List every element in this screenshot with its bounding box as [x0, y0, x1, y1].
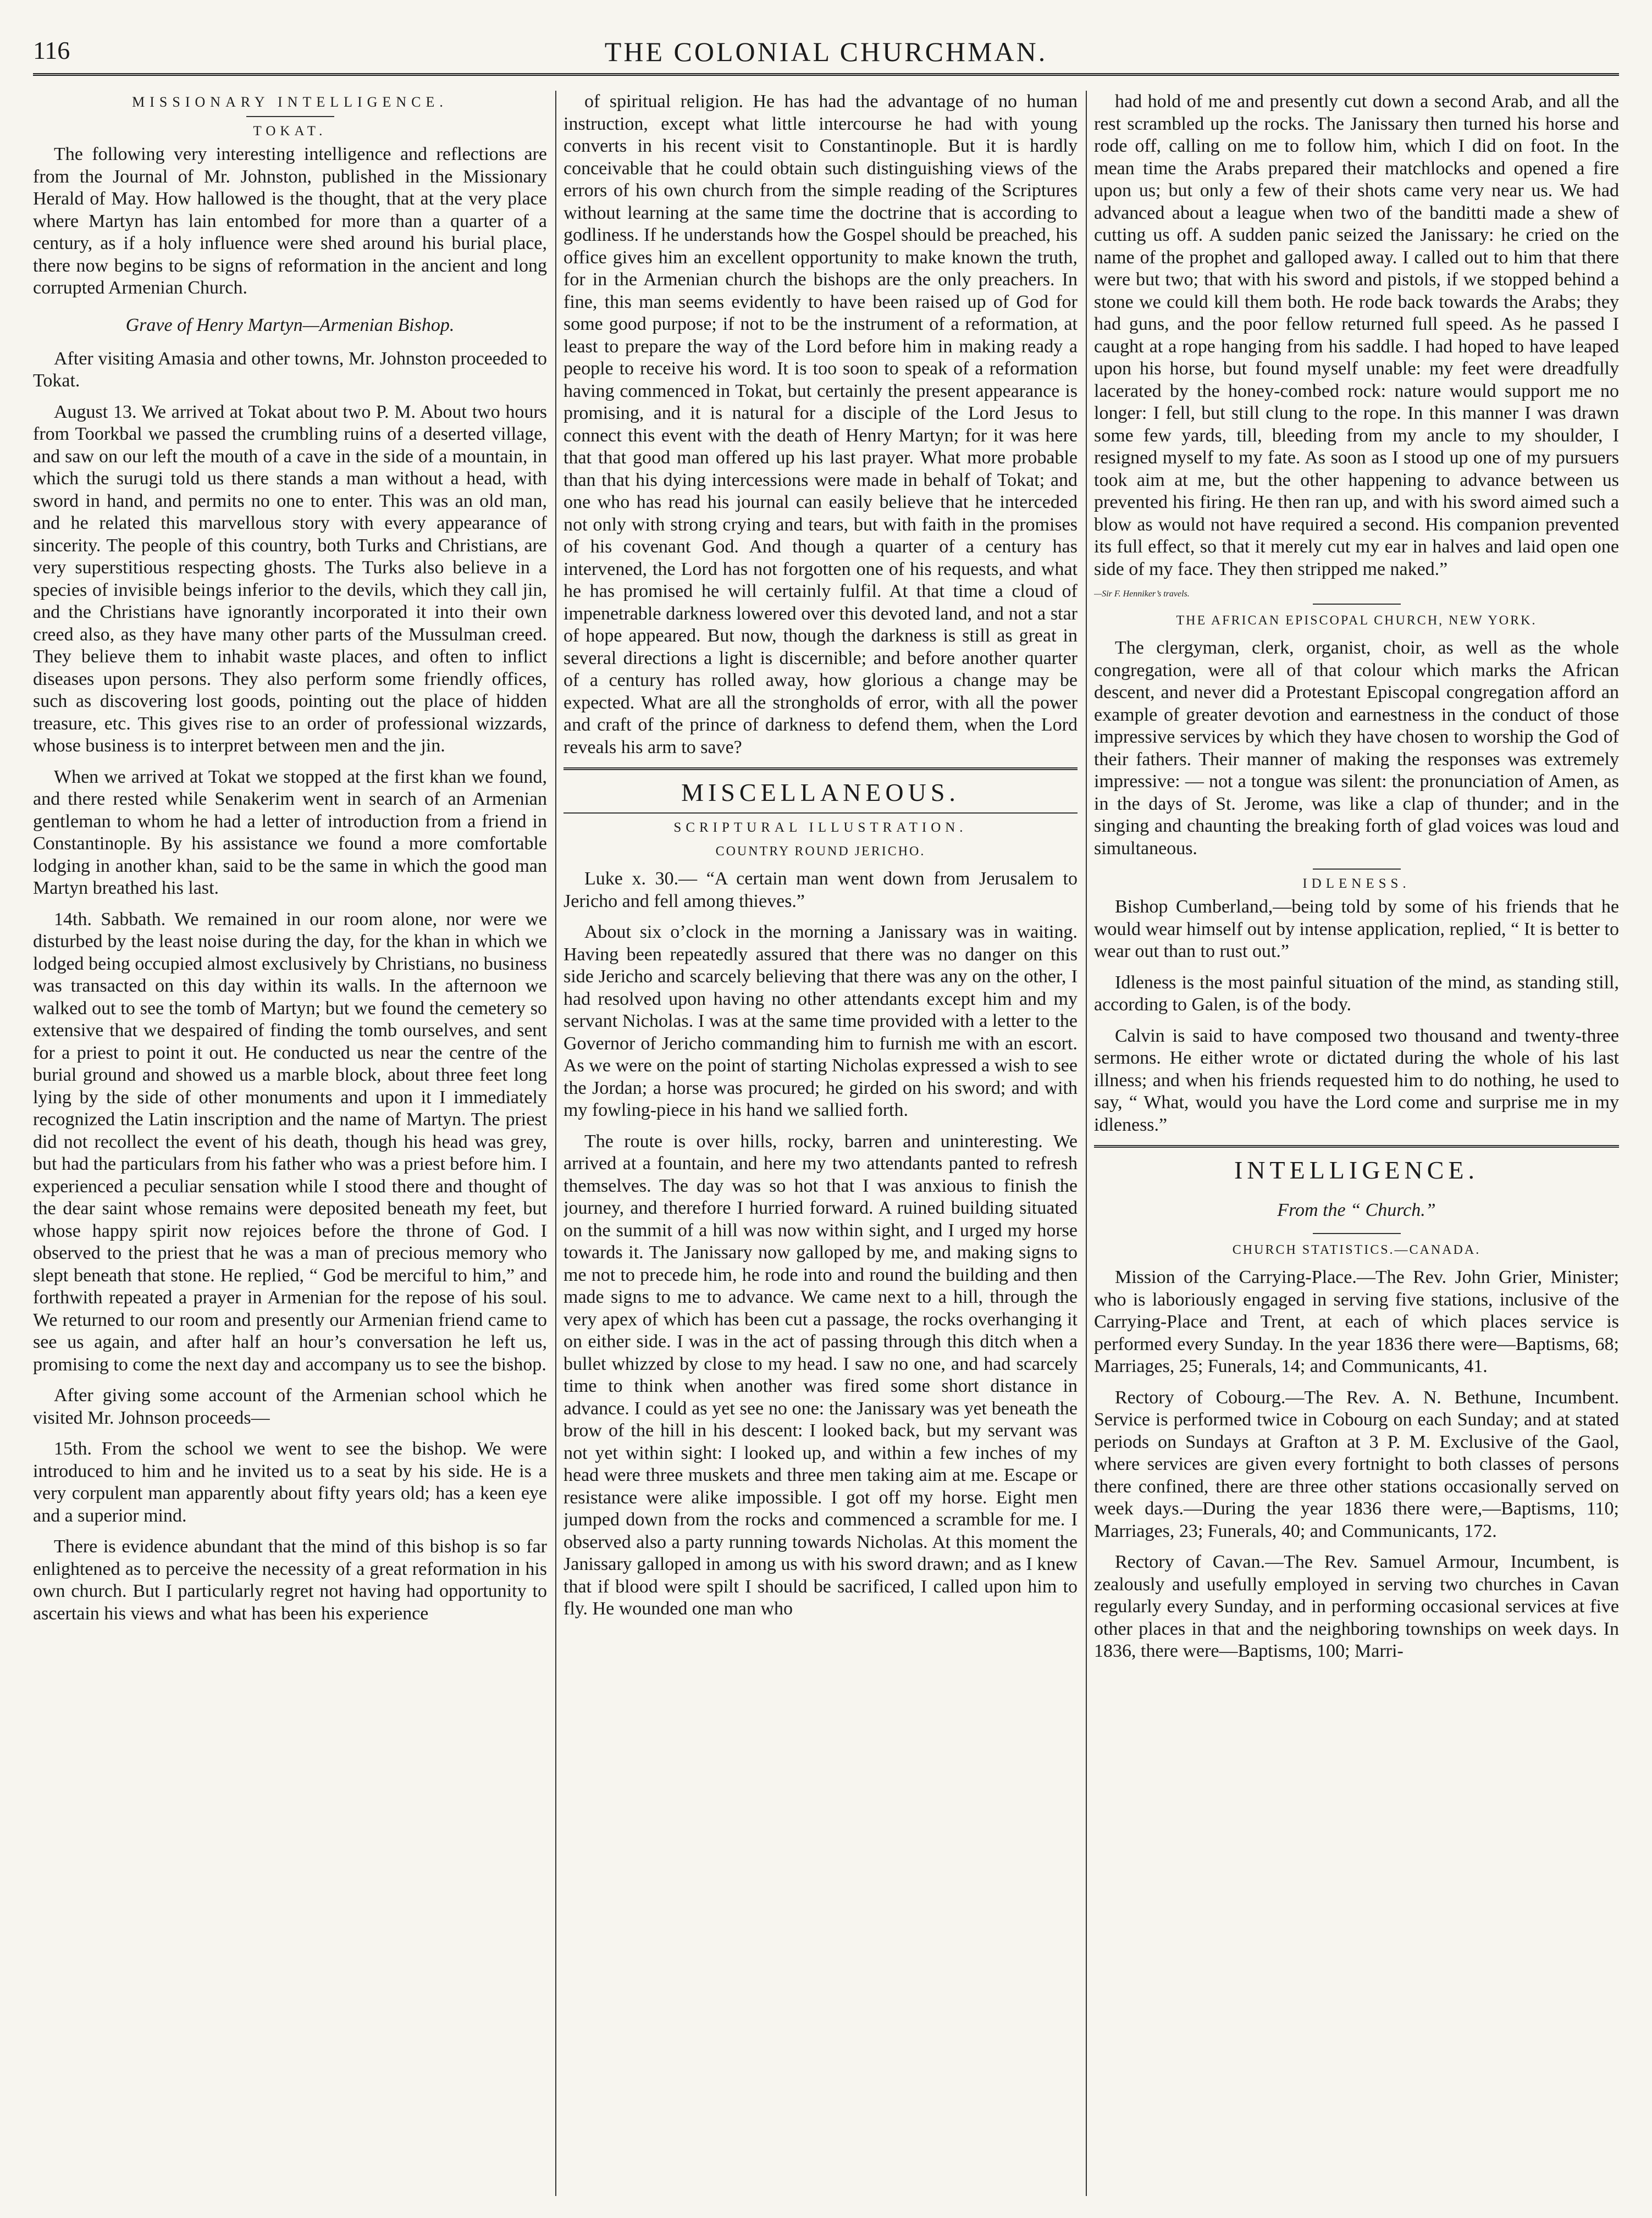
paragraph: Bishop Cumberland,—being told by some of his friends that he would wear himself out by intense application, replied, “ It is better to wear out than to rust out.”: [1094, 897, 1619, 961]
paragraph: After visiting Amasia and other towns, Mr. Johnston proceeded to Tokat.: [33, 348, 547, 391]
paragraph: 14th. Sabbath. We remained in our room alone, nor were we disturbed by the least noise during the day, for the khan in which we lodged being occupied almost exclusively by Christians, no business was transacted on this day within its walls. In the afternoon we walked out to see the tomb of Martyn; but we found the cemetery so extensive that we despaired of finding the tomb ourselves, and sent for a priest to point it out. He conducted us near the centre of the burial ground and showed us a marble block, about three feet long lying by the side of other monuments and upon it I immediately recognized the Latin inscription and the name of Martyn. The priest did not recollect the event of his death, though his head was grey, but had the particulars from his father who was a priest before him. I experienced a peculiar sensation while I stood there and thought of the dear saint whose remains were deposited beneath my feet, but whose happy spirit now rejoices before the throne of God. I observed to the priest that he was a man of precious memory who slept beneath that stone. He replied, “ God be merciful to him,” and forthwith repeated a prayer in Armenian for the repose of his soul. We returned to our room and presently our Armenian friend came to see us again, and after half an hour’s conversation he left us, promising to come the next day and accompany us to see the bishop.: [33, 909, 547, 1375]
paragraph: The route is over hills, rocky, barren and uninteresting. We arrived at a fountain, and here my two attendants panted to refresh themselves. The day was so hot that I was anxious to finish the journey, and therefore I hurried forward. A ruined building situated on the summit of a hill was now within sight, and I urged my horse towards it. The Janissary now galloped by me, and making signs to me not to precede him, he rode into and round the building and then made signs to me to advance. We came next to a hill, through the very apex of which has been cut a passage, the rocks overhanging it on either side. I was in the act of passing through this ditch when a bullet whizzed by close to my head. I saw no one, and had scarcely time to think when another was fired some short distance in advance. I could as yet see no one: the Janissary was yet beneath the brow of the hill in his descent: I looked back, but my servant was not yet within sight: I looked up, and within a few inches of my head were three muskets and three men taking aim at me. Escape or resistance were alike impossible. I got off my horse. Eight men jumped down from the rocks and commenced a scramble for me. I observed also a party running towards Nicholas. At this moment the Janissary galloped in among us with his sword drawn; and as I knew that if blood were spilt I should be sacrificed, I called upon him to fly. He wounded one man who: [563, 1131, 1078, 1619]
section-heading: INTELLIGENCE.: [1234, 1156, 1479, 1184]
article-subtitle: Grave of Henry Martyn—Armenian Bishop.: [125, 314, 455, 335]
paragraph: The clergyman, clerk, organist, choir, as well as the whole congregation, were all of that colour which marks the African descent, and never did a Protestant Episcopal congregation afford an example of greater devotion and earnestness in the conduct of those impressive services by which they have chosen to worship the God of their fathers. Their manner of making the responses was extremely impressive: — not a tongue was silent: the pronunciation of Amen, as in the days of St. Jerome, was like a clap of thunder; and in the singing and chaunting the breaking forth of glad voices was loud and simultaneous.: [1094, 638, 1619, 859]
divider: [1313, 869, 1401, 870]
divider: [246, 116, 334, 117]
article-heading: THE AFRICAN EPISCOPAL CHURCH, NEW YORK.: [1176, 613, 1537, 628]
section-heading: MISCELLANEOUS.: [681, 778, 960, 806]
paragraph: Mission of the Carrying-Place.—The Rev. John Grier, Minister; who is laboriously engaged in serving five stations, inclusive of the Carrying-Place and Trent, at each of which places service is performed every Sunday. In the year 1836 there were—Baptisms, 68; Marriages, 25; Funerals, 14; and Communicants, 41.: [1094, 1267, 1619, 1376]
paragraph: had hold of me and presently cut down a second Arab, and all the rest scrambled up the rocks. The Janissary then turned his horse and rode off, calling on me to follow him, which I did on foot. In the mean time the Arabs prepared their matchlocks and opened a fire upon us; but only a few of their shots came very near us. We had advanced about a league when two of the banditti made a shew of cutting us off. A sudden panic seized the Janissary: he cried on the name of the prophet and galloped away. I called out to him that there were but two; that with his sword and pistols, if we stopped behind a stone we could kill them both. He rode back towards the Arabs; they had guns, and the poor fellow returned full speed. As he passed I caught at a rope hanging from his saddle. I had hoped to have leaped upon his horse, but found myself unable: my feet were dreadfully lacerated by the honey-combed rock: nature would support me no longer: I fell, but still clung to the rope. In this manner I was drawn some few yards, till, bleeding from my ancle to my shoulder, I resigned myself to my fate. As soon as I stood up one of my pursuers took aim at me, but the other happening to advance between us prevented his firing. He then ran up, and with his sword aimed such a blow as would not have required a second. His companion prevented its full effect, so that it merely cut my ear in halves and laid open one side of my face. They then stripped me naked.”: [1094, 91, 1619, 579]
divider: [1313, 1233, 1401, 1234]
article-heading: IDLENESS.: [1302, 876, 1411, 891]
paragraph: After giving some account of the Armenian school which he visited Mr. Johnson proceeds—: [33, 1385, 547, 1428]
paragraph: of spiritual religion. He has had the advantage of no human instruction, except what little intercourse he had with young converts in his recent visit to Constantinople. But it is hardly conceivable that he could obtain such distinguishing views of the errors of his own church from the simple reading of the Scriptures without learning at the same time the doctrine that is according to godliness. If he understands how the Gospel should be preached, his office gives him an excellent opportunity to make known the truth, for in the Armenian church the bishops are the only preachers. In fine, this man seems evidently to have been raised up of God for some good purpose; if not to be the instrument of a reformation, at least to prepare the way of the Lord before him in making ready a people to receive his word. It is too soon to speak of a reformation having commenced in Tokat, but certainly the present appearance is promising, and it is natural for a disciple of the Lord Jesus to connect this event with the death of Henry Martyn; for it was here that that good man offered up his last prayer. What more probable than that his dying intercessions were made in behalf of Tokat; and one who has read his journal can easily believe that he interceded not only with strong crying and tears, but with faith in the promises of his covenant God. And though a quarter of a century has intervened, the Lord has not forgotten one of his requests, and what he has promised he will certainly fulfil. At that time a cloud of impenetrable darkness lowered over this devoted land, and not a star of hope appeared. But now, though the darkness is still as great in several directions a light is discernible; and before another quarter of a century has rolled away, how glorious a change may be expected. What are all the strongholds of error, with all the power and craft of the prince of darkness to defend them, when the Lord reveals his arm to save?: [563, 91, 1078, 757]
source-line: From the “ Church.”: [1277, 1200, 1436, 1220]
paragraph: Calvin is said to have composed two thousand and twenty-three sermons. He either wrote or dictated during the whole of his last illness; and when his friends requested him to do nothing, he used to say, “ What, would you have the Lord come and surprise me in my idleness.”: [1094, 1025, 1619, 1135]
column-divider: [1086, 91, 1087, 2196]
article-heading: CHURCH STATISTICS.—CANADA.: [1232, 1243, 1481, 1257]
page-header: [33, 25, 1619, 80]
paragraph: When we arrived at Tokat we stopped at the first khan we found, and there rested while Senakerim went in search of an Armenian gentleman to whom he had a letter of introduction from a friend in Constantinople. By his assistance we found a more comfortable lodging in another khan, said to be the same in which the good man Martyn breathed his last.: [33, 766, 547, 898]
paragraph: Rectory of Cavan.—The Rev. Samuel Armour, Incumbent, is zealously and usefully employed in serving two churches in Cavan regularly every Sunday, and in performing occasional services at five other places in that and the neighboring townships on week days. In 1836, there were—Baptisms, 100; Marri-: [1094, 1552, 1619, 1661]
page-number: 116: [33, 36, 70, 64]
divider: [1313, 604, 1401, 605]
column-3: [1094, 91, 1619, 2202]
paragraph: 15th. From the school we went to see the bishop. We were introduced to him and he invited us to a seat by his side. He is a very corpulent man apparently about fifty years old; has a keen eye and a superior mind.: [33, 1439, 547, 1526]
attribution: —Sir F. Henniker’s travels.: [1094, 589, 1190, 599]
paragraph: About six o’clock in the morning a Janissary was in waiting. Having been repeatedly assured that there was no danger on this side Jericho and scarcely believing that there was any on the other, I had resolved upon having no other attendants except him and my servant Nicholas. I was at the same time provided with a letter to the Governor of Jericho commanding him to furnish me with an escort. As we were on the point of starting Nicholas expressed a wish to see the Jordan; a horse was procured; he girded on his sword; and with my fowling-piece in his hand we sallied forth.: [563, 922, 1078, 1120]
paragraph: There is evidence abundant that the mind of this bishop is so far enlightened as to perceive the necessity of a great reformation in his own church. But I particularly regret not having had opportunity to ascertain his views and what has been his experience: [33, 1536, 547, 1624]
header-rule: [33, 73, 1619, 76]
paragraph: Idleness is the most painful situation of the mind, as standing still, according to Galen, is of the body.: [1094, 972, 1619, 1015]
divider: [563, 812, 1078, 814]
article-subheading: COUNTRY ROUND JERICHO.: [715, 844, 926, 859]
column-2: [563, 91, 1078, 2202]
scripture-quote: Luke x. 30.— “A certain man went down from Jerusalem to Jericho and fell among thieves.”: [563, 869, 1078, 911]
section-heading: MISSIONARY INTELLIGENCE.: [132, 94, 448, 110]
article-heading: TOKAT.: [253, 124, 327, 139]
column-divider: [555, 91, 556, 2196]
paragraph: August 13. We arrived at Tokat about two P. M. About two hours from Toorkbal we passed the crumbling ruins of a deserted village, and saw on our left the mouth of a cave in the side of a mountain, in which the surugi told us there stands a man without a head, with sword in hand, and permits no one to enter. This was an old man, and he related this marvellous story with every appearance of sincerity. The people of this country, both Turks and Christians, are very superstitious respecting ghosts. The Turks also believe in a species of invisible beings inferior to the devils, which they call jin, and the Christians have ignorantly incorporated it into their own creed also, as they have many other parts of the Mussulman creed. They believe them to inhabit waste places, and often to inflict diseases upon persons. They also perform some friendly offices, such as discovering lost goods, pointing out the place of hidden treasure, etc. This gives rise to an order of professional wizzards, whose business is to interpret between men and the jin.: [33, 401, 547, 756]
article-heading: SCRIPTURAL ILLUSTRATION.: [673, 820, 968, 835]
paragraph: Rectory of Cobourg.—The Rev. A. N. Bethune, Incumbent. Service is performed twice in Cobourg on each Sunday; and at stated periods on Sundays at Grafton at 3 P. M. Exclusive of the Gaol, where services are given every fortnight to both classes of persons there confined, there are three other stations occasionally served on week days.—During the year 1836 there were,—Baptisms, 110; Marriages, 23; Funerals, 40; and Communicants, 172.: [1094, 1387, 1619, 1541]
divider: [563, 767, 1078, 770]
column-1: [33, 91, 547, 2202]
paragraph: The following very interesting intelligence and reflections are from the Journal of Mr. Johnston, published in the Missionary Herald of May. How hallowed is the thought, that at the very place where Martyn has lain entombed for more than a quarter of a century, as if a holy influence were shed around his burial place, there now begins to be signs of reformation in the ancient and long corrupted Armenian Church.: [33, 144, 547, 298]
newspaper-title: THE COLONIAL CHURCHMAN.: [604, 36, 1048, 67]
divider: [1094, 1145, 1619, 1148]
